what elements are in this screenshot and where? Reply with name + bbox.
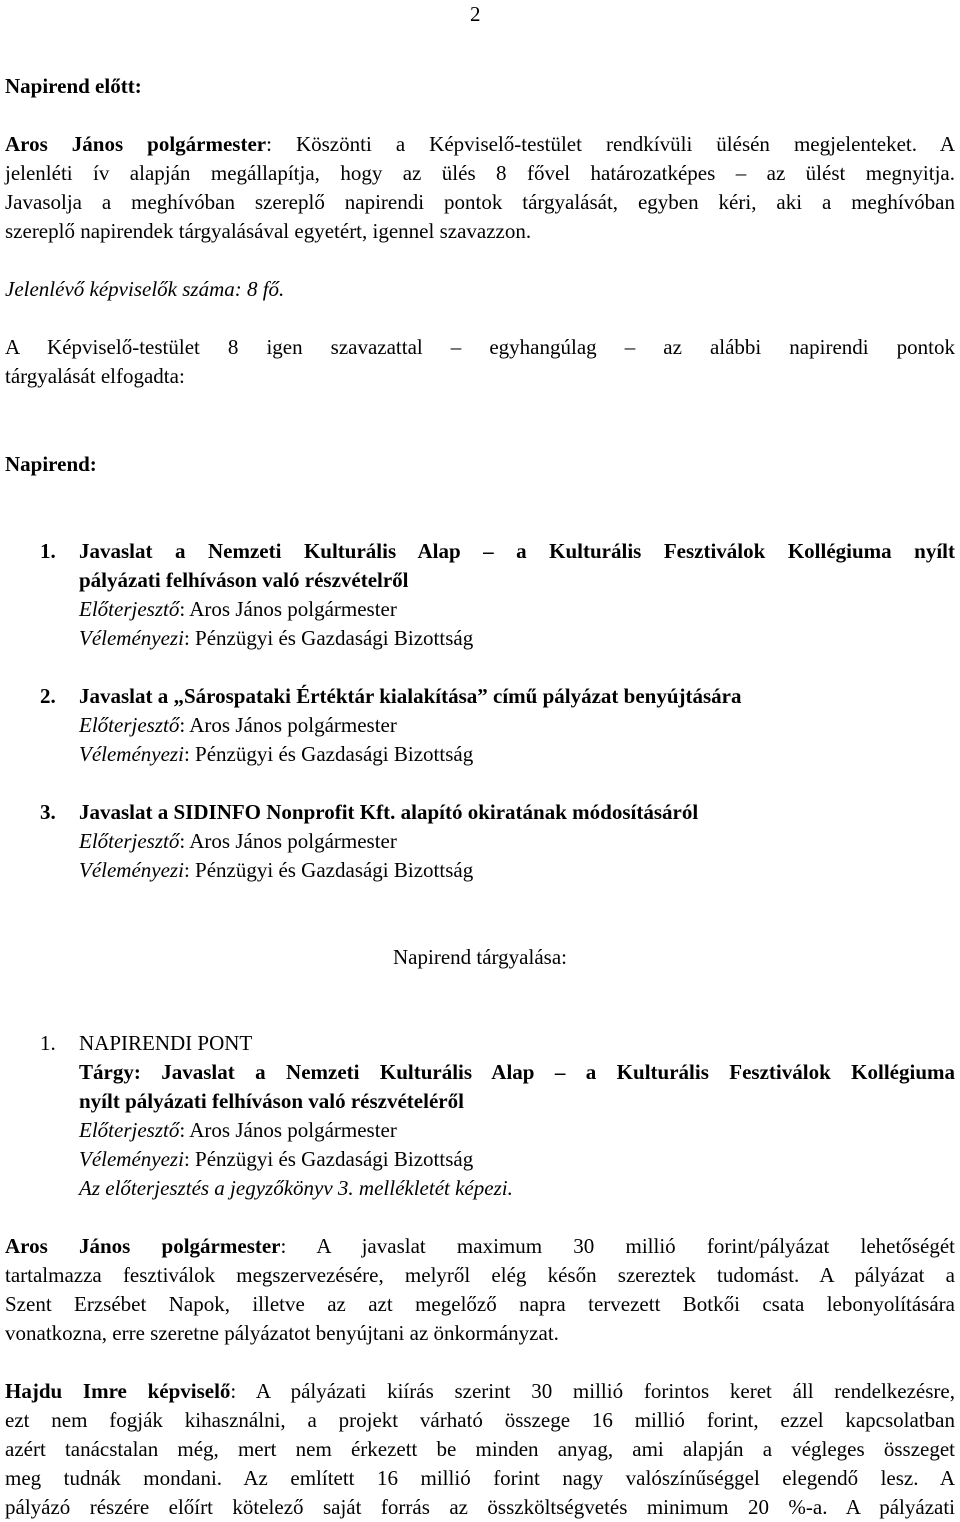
present-count: Jelenlévő képviselők száma: 8 fő.: [5, 277, 285, 301]
page-number: 2: [470, 2, 481, 26]
speaker-name: Aros János polgármester: [5, 1234, 281, 1258]
speaker-name: Aros János polgármester: [5, 132, 267, 156]
heading-agenda: Napirend:: [5, 452, 97, 476]
speaker-name: Hajdu Imre képviselő: [5, 1379, 231, 1403]
heading-before-agenda: Napirend előtt:: [5, 74, 142, 98]
heading-discussion: Napirend tárgyalása:: [393, 945, 567, 969]
